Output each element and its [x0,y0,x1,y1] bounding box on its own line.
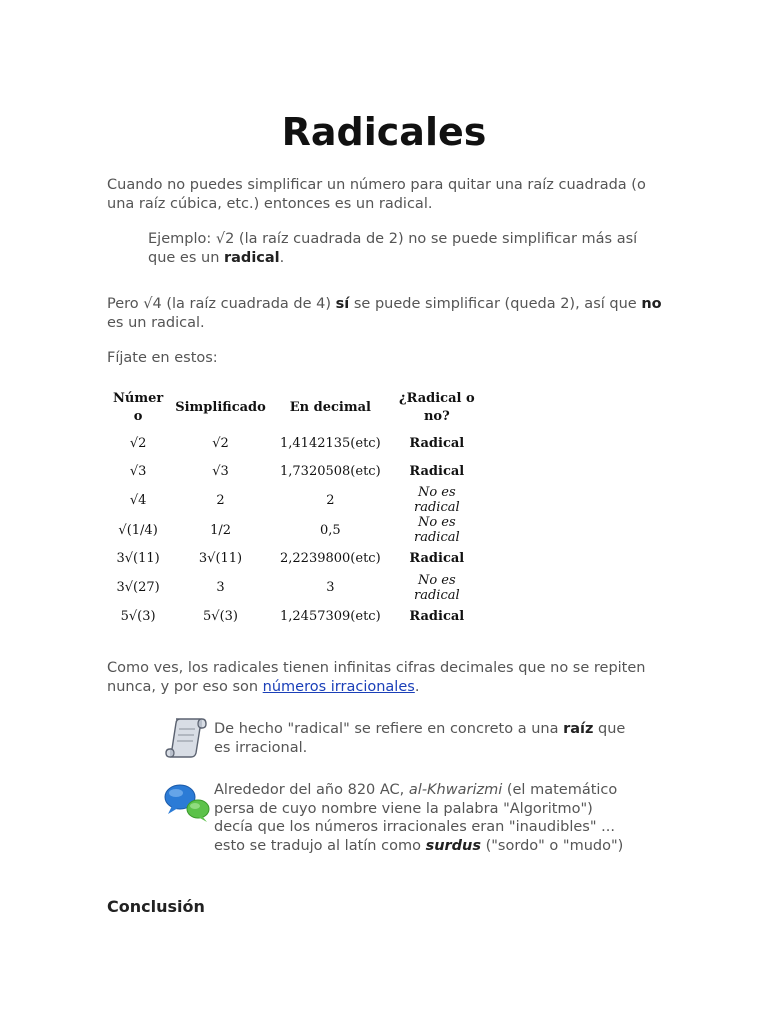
cell-numero: √4 [129,492,147,508]
irrational-numbers-link[interactable]: números irracionales [262,679,415,695]
table-row [107,515,485,545]
cell-decimal: 2,2239800(etc) [280,551,381,567]
cell-numero: √3 [129,463,147,479]
table-row [107,430,485,458]
table-body [107,430,485,630]
scroll-icon [164,715,208,761]
como-ves-paragraph [107,659,667,697]
cell-numero: √2 [129,436,147,452]
cell-simplificado: 1/2 [210,522,231,538]
example-text: Ejemplo: √2 (la raíz cuadrada de 2) no se puede simplificar más así que es un [148,231,638,266]
pero-text-3: es un radical. [107,315,205,331]
pero-text-1: Pero √4 (la raíz cuadrada de 4) [107,296,336,312]
table-row [107,458,485,486]
cell-decimal: 1,4142135(etc) [280,436,381,452]
cell-decimal: 1,7320508(etc) [280,463,381,479]
header-radical: ¿Radical o no? [399,391,475,424]
cell-simplificado: 2 [216,492,225,508]
cell-radical: Radical [409,608,465,624]
table-row [107,603,485,631]
cell-radical: No es radical [414,572,460,603]
speech-bubbles-icon [162,782,212,824]
cell-simplificado: 3√(11) [198,551,243,567]
header-simplificado: Simplificado [175,400,266,415]
cell-decimal: 3 [326,580,335,595]
header-decimal: En decimal [289,400,371,415]
note1-bold: raíz [563,721,594,737]
header-numero: Númer o [113,391,164,424]
note1-text-1: De hecho "radical" se refiere en concreto a una [214,721,564,737]
conclusion-heading: Conclusión [107,897,205,916]
note2-italic: al-Khwarizmi [408,782,503,798]
table-header-row [107,386,485,430]
note2-text-3: ("sordo" o "mudo") [481,837,624,854]
cell-decimal: 0,5 [319,522,341,538]
cell-radical: Radical [409,463,465,479]
example-bold: radical [224,250,280,266]
cell-radical: No es radical [414,485,460,515]
cell-numero: 3√(27) [116,580,160,595]
cell-radical: Radical [409,436,465,452]
cell-numero: 5√(3) [120,608,156,624]
example-paragraph [148,230,668,268]
table-row [107,545,485,573]
page-title: Radicales [281,110,487,154]
pero-bold-1: sí [335,296,350,312]
note2-bolditalic: surdus [425,837,481,854]
cell-simplificado: 3 [216,580,225,595]
note-khwarizmi [214,781,634,855]
como-ves-end: . [414,679,420,695]
cell-simplificado: √2 [212,436,229,452]
cell-numero: 3√(11) [116,551,160,567]
como-ves-text: Como ves, los radicales tienen infinitas cifras decimales que no se repiten nunca, y por eso son [107,660,646,695]
fijate-paragraph: Fíjate en estos: [107,350,218,366]
cell-simplificado: √3 [212,463,229,479]
note2-text-1: Alrededor del año 820 AC, [214,782,409,798]
example-end: . [279,250,285,266]
cell-radical: Radical [409,551,465,567]
cell-simplificado: 5√(3) [203,608,239,624]
cell-decimal: 1,2457309(etc) [280,608,381,624]
note1-text-2: que es irracional. [214,721,626,756]
radicals-table [107,386,485,630]
note-radical [214,720,634,757]
table-row [107,485,485,515]
cell-numero: √(1/4) [118,522,158,538]
cell-decimal: 2 [326,492,335,508]
cell-radical: No es radical [414,515,460,545]
table-row [107,573,485,603]
pero-text-2: se puede simplificar (queda 2), así que [349,296,642,312]
pero-bold-2: no [641,296,662,312]
intro-paragraph: Cuando no puedes simplificar un número para quitar una raíz cuadrada (o una raíz cúbica, etc.) entonces es un radical. [107,177,646,212]
note2-text-2: (el matemático persa de cuyo nombre viene la palabra "Algoritmo") decía que los números irracionales eran "inaudibles" ... esto se tradujo al latín como [214,782,618,854]
pero-paragraph [107,295,667,333]
